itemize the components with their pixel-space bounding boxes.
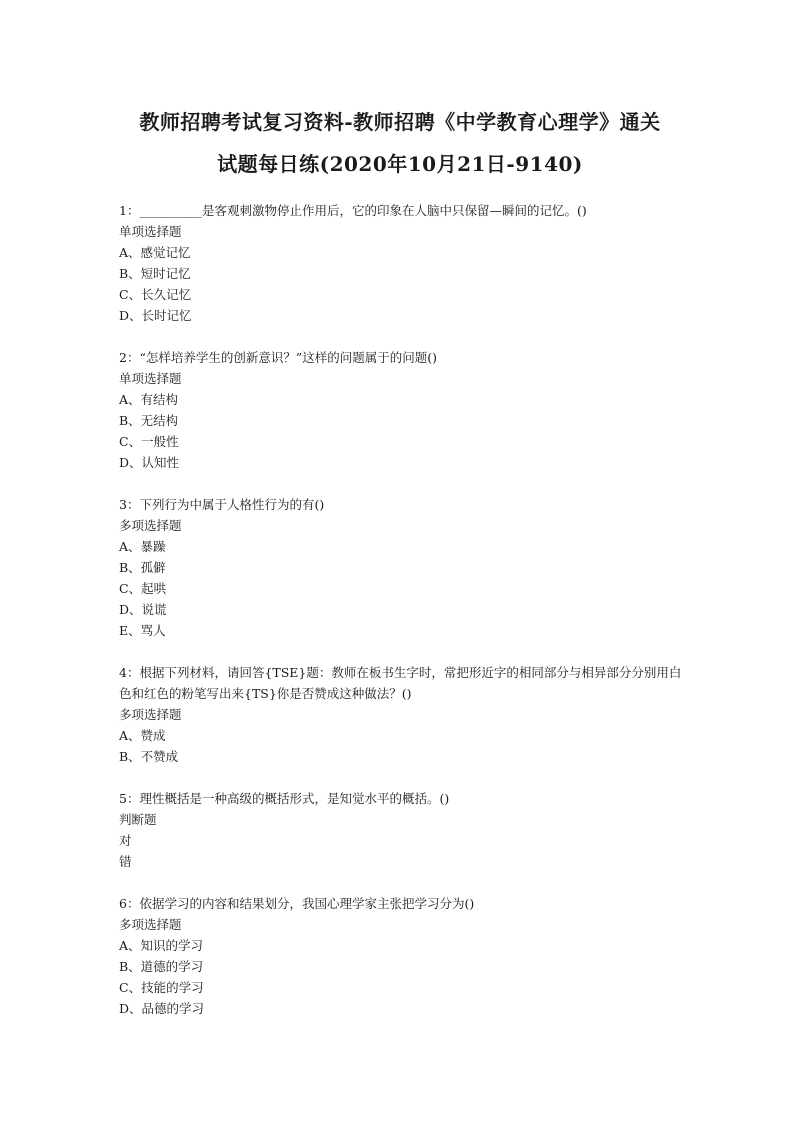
option-c: C、一般性 — [119, 434, 179, 449]
option-a: A、有结构 — [119, 392, 179, 407]
option-b: B、短时记忆 — [119, 266, 191, 281]
option-a: A、赞成 — [119, 728, 166, 743]
option-a: A、暴躁 — [119, 539, 166, 554]
option-b: B、道德的学习 — [119, 959, 204, 974]
question-6 — [119, 893, 689, 1019]
option-c: C、起哄 — [119, 581, 167, 596]
option-d: D、认知性 — [119, 455, 180, 470]
question-stem: 6：依据学习的内容和结果划分，我国心理学家主张把学习分为() — [119, 896, 475, 911]
question-3 — [119, 494, 689, 641]
question-type: 多项选择题 — [119, 917, 182, 932]
question-2 — [119, 347, 689, 473]
option-c: C、长久记忆 — [119, 287, 192, 302]
option-b: B、无结构 — [119, 413, 179, 428]
question-type: 单项选择题 — [119, 224, 182, 239]
option-d: D、长时记忆 — [119, 308, 192, 323]
option-a: A、感觉记忆 — [119, 245, 191, 260]
question-5 — [119, 788, 689, 872]
option-d: D、说谎 — [119, 602, 167, 617]
question-type: 多项选择题 — [119, 518, 182, 533]
option-a: A、知识的学习 — [119, 938, 204, 953]
option-e: E、骂人 — [119, 623, 166, 638]
question-stem: 4：根据下列材料，请回答{TSE}题：教师在板书生字时，常把形近字的相同部分与相异部分分别用白色和红色的粉笔写出来{TS}你是否赞成这种做法？() — [119, 665, 682, 701]
question-type: 多项选择题 — [119, 707, 182, 722]
question-stem: 3：下列行为中属于人格性行为的有() — [119, 497, 325, 512]
question-stem: 5：理性概括是一种高级的概括形式，是知觉水平的概括。() — [119, 791, 450, 806]
option-b: B、孤僻 — [119, 560, 166, 575]
question-type: 判断题 — [119, 812, 157, 827]
question-list — [119, 200, 689, 1040]
option-b: B、不赞成 — [119, 749, 179, 764]
option-d: D、品德的学习 — [119, 1001, 205, 1016]
document-title-line-2: 试题每日练(2020年10月21日-9140) — [217, 152, 583, 176]
question-4 — [119, 662, 689, 767]
option-true: 对 — [119, 833, 132, 848]
question-type: 单项选择题 — [119, 371, 182, 386]
question-stem: 2：“怎样培养学生的创新意识？”这样的问题属于的问题() — [119, 350, 437, 365]
question-1 — [119, 200, 689, 326]
question-stem: 1：__________是客观刺激物停止作用后，它的印象在人脑中只保留—瞬间的记忆。() — [119, 203, 587, 218]
option-false: 错 — [119, 854, 132, 869]
document-title-line-1: 教师招聘考试复习资料-教师招聘《中学教育心理学》通关 — [139, 110, 661, 134]
option-c: C、技能的学习 — [119, 980, 204, 995]
